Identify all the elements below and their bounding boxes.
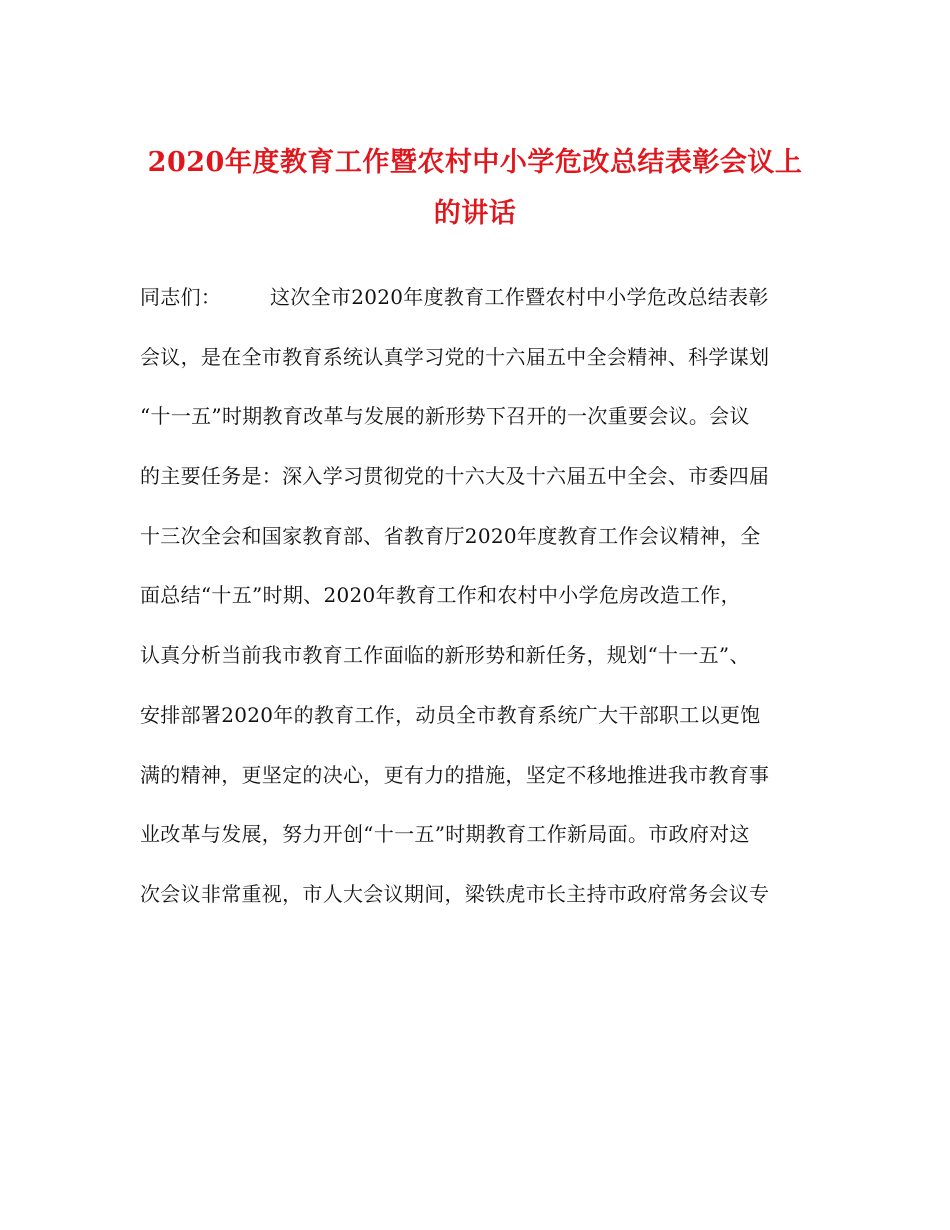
body-line: 安排部署2020年的教育工作，动员全市教育系统广大干部职工以更饱 xyxy=(140,702,761,727)
body-line xyxy=(140,275,820,335)
body-line: 面总结“十五”时期、2020年教育工作和农村中小学危房改造工作， xyxy=(140,583,741,608)
body-line: 业改革与发展，努力开创“十一五”时期教育工作新局面。市政府对这 xyxy=(140,822,750,847)
body-line: 满的精神，更坚定的决心，更有力的措施，坚定不移地推进我市教育事 xyxy=(140,762,770,787)
body-line: 会议，是在全市教育系统认真学习党的十六届五中全会精神、科学谋划 xyxy=(140,344,770,369)
title-line-1: 2020年度教育工作暨农村中小学危改总结表彰会议上 xyxy=(147,147,803,178)
body-line-text: 这次全市2020年度教育工作暨农村中小学危改总结表彰 xyxy=(270,285,769,309)
body-line: 认真分析当前我市教育工作面临的新形势和新任务，规划“十一五”、 xyxy=(140,643,750,668)
body-line: “十一五”时期教育改革与发展的新形势下召开的一次重要会议。会议 xyxy=(140,404,750,429)
body-line: 的主要任务是：深入学习贯彻党的十六大及十六届五中全会、市委四届 xyxy=(140,464,770,489)
document-body xyxy=(140,275,820,932)
body-line: 次会议非常重视，市人大会议期间，梁铁虎市长主持市政府常务会议专 xyxy=(140,881,770,906)
document-title xyxy=(130,137,820,239)
body-line: 十三次全会和国家教育部、省教育厅2020年度教育工作会议精神，全 xyxy=(140,523,761,548)
title-line-2: 的讲话 xyxy=(433,198,517,229)
salutation: 同志们： xyxy=(140,285,222,309)
